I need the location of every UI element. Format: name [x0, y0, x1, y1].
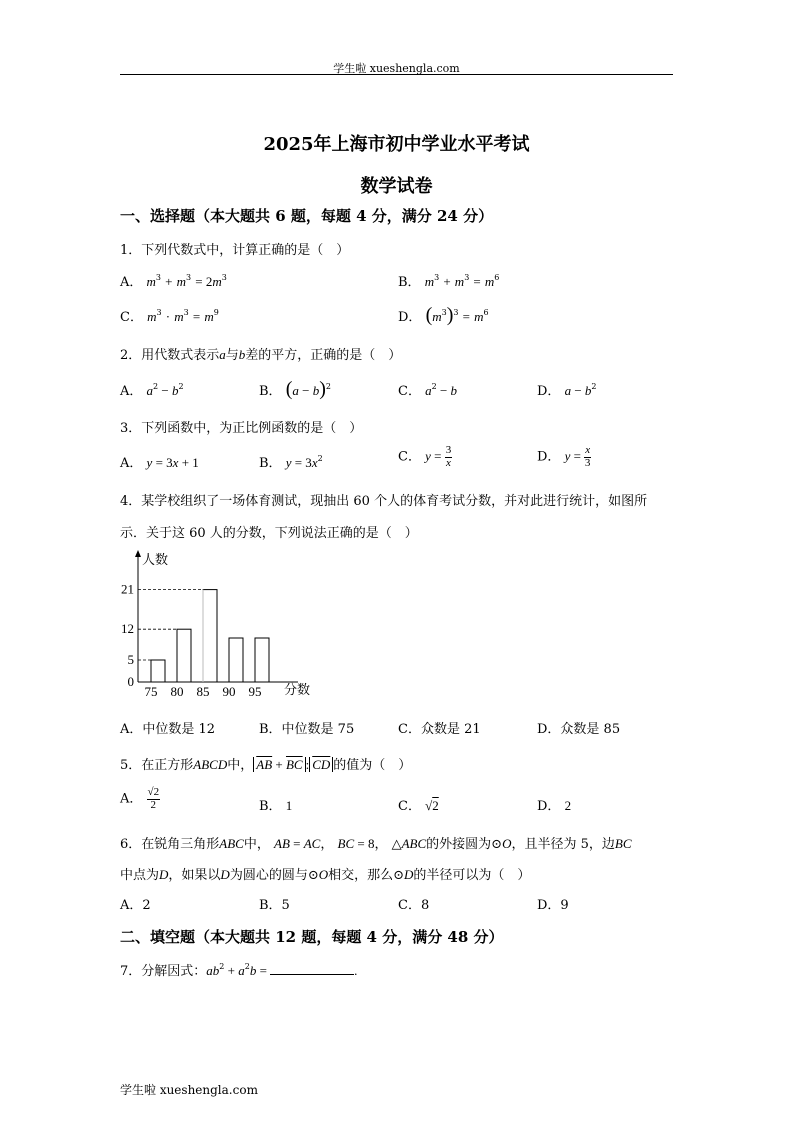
- y-tick-label: 5: [127, 652, 134, 667]
- x-tick-label: 85: [196, 684, 210, 699]
- x-tick-label: 80: [170, 684, 184, 699]
- x-tick-label: 75: [144, 684, 158, 699]
- q6-stem-line2: 中点为D，如果以D为圆心的圆与⊙O相交，那么⊙D的半径可以为（ ）: [120, 867, 531, 883]
- histogram-bar: [177, 629, 191, 682]
- header-divider: [120, 74, 673, 75]
- q6-option-c: C．8: [398, 898, 430, 913]
- q6-stem-line1: 6．在锐角三角形ABC中， AB = AC， BC = 8， △ABC的外接圆为⊙O，且半径为 5，边BC: [120, 836, 632, 852]
- page-footer-site: 学生啦 xueshengla.com: [120, 1083, 258, 1097]
- y-tick-label: 0: [127, 674, 134, 689]
- y-axis-arrow: [135, 550, 141, 557]
- section2-title: 二、填空题（本大题共 12 题，每题 4 分，满分 48 分）: [120, 928, 504, 946]
- q1-option-a: A． $m^3 + m^3 = 2m^3$: [120, 273, 227, 290]
- q5-option-a: A． $\frac{√2}{2}$: [120, 786, 160, 811]
- histogram-bar: [203, 590, 217, 682]
- q2-option-a: A． $a^2 - b^2$: [120, 382, 184, 399]
- q4-option-b: B．中位数是 75: [259, 722, 355, 737]
- q4-option-a: A．中位数是 12: [120, 722, 216, 737]
- q3-option-b: B． $y = 3x^2$: [259, 454, 323, 471]
- q1-option-b: B． $m^3 + m^3 = m^6$: [398, 273, 500, 290]
- q4-stem-line1: 4．某学校组织了一场体育测试，现抽出 60 个人的体育考试分数，并对此进行统计，如图所: [120, 494, 648, 509]
- q3-option-a: A． y = 3x + 1: [120, 455, 199, 471]
- q1-stem: 1．下列代数式中，计算正确的是（ ）: [120, 243, 350, 258]
- y-tick-label: 21: [121, 581, 134, 597]
- q4-option-d: D．众数是 85: [537, 722, 621, 737]
- q7-answer-blank[interactable]: [270, 964, 354, 975]
- histogram-bar: [151, 660, 165, 682]
- q4-stem-line2: 示．关于这 60 人的分数，下列说法正确的是（ ）: [120, 526, 418, 541]
- q2-option-c: C． $a^2 - b$: [398, 382, 458, 399]
- q6-option-a: A．2: [120, 898, 151, 913]
- q3-option-d: D． y = $\frac{x}{3}$: [537, 444, 591, 469]
- q5-option-d: D． 2: [537, 798, 572, 814]
- exam-title: 2025年上海市初中学业水平考试: [263, 134, 530, 155]
- q6-option-b: B．5: [259, 898, 290, 913]
- q1-option-c: C． $m^3 \cdot m^3 = m^9$: [120, 308, 219, 325]
- q2-stem: 2．用代数式表示a与b差的平方，正确的是（ ）: [120, 347, 402, 363]
- x-tick-label: 95: [248, 684, 262, 699]
- x-axis-label: 分数: [284, 682, 311, 697]
- q6-option-d: D．9: [537, 898, 569, 913]
- page-header-site: 学生啦 xueshengla.com: [333, 62, 460, 75]
- q3-stem: 3．下列函数中，为正比例函数的是（ ）: [120, 421, 363, 436]
- y-tick-label: 12: [121, 621, 134, 637]
- q2-option-b: B． $(a - b)^2$: [259, 378, 331, 400]
- histogram-bar: [229, 638, 243, 682]
- histogram-bar: [255, 638, 269, 682]
- q7-stem: 7．分解因式：$ab^2 + a^2b$ = .: [120, 962, 358, 979]
- q2-option-d: D． $a - b^2$: [537, 382, 597, 399]
- q3-option-c: C． y = $\frac{3}{x}$: [398, 444, 452, 469]
- y-axis-label: 人数: [142, 552, 169, 567]
- q5-stem: 5．在正方形ABCD中， $\overline{AB} + \overline{BC}$ : $\overline{CD}$ 的值为（ ）: [120, 757, 412, 773]
- exam-subtitle: 数学试卷: [360, 176, 433, 197]
- q1-option-d: D． $(m^3)^3 = m^6$: [398, 304, 489, 326]
- section1-title: 一、选择题（本大题共 6 题，每题 4 分，满分 24 分）: [120, 207, 494, 225]
- q4-option-c: C．众数是 21: [398, 722, 481, 737]
- score-histogram: [118, 548, 328, 700]
- q5-option-b: B． 1: [259, 798, 293, 814]
- x-tick-label: 90: [222, 684, 236, 699]
- q5-option-c: C． √2: [398, 798, 439, 814]
